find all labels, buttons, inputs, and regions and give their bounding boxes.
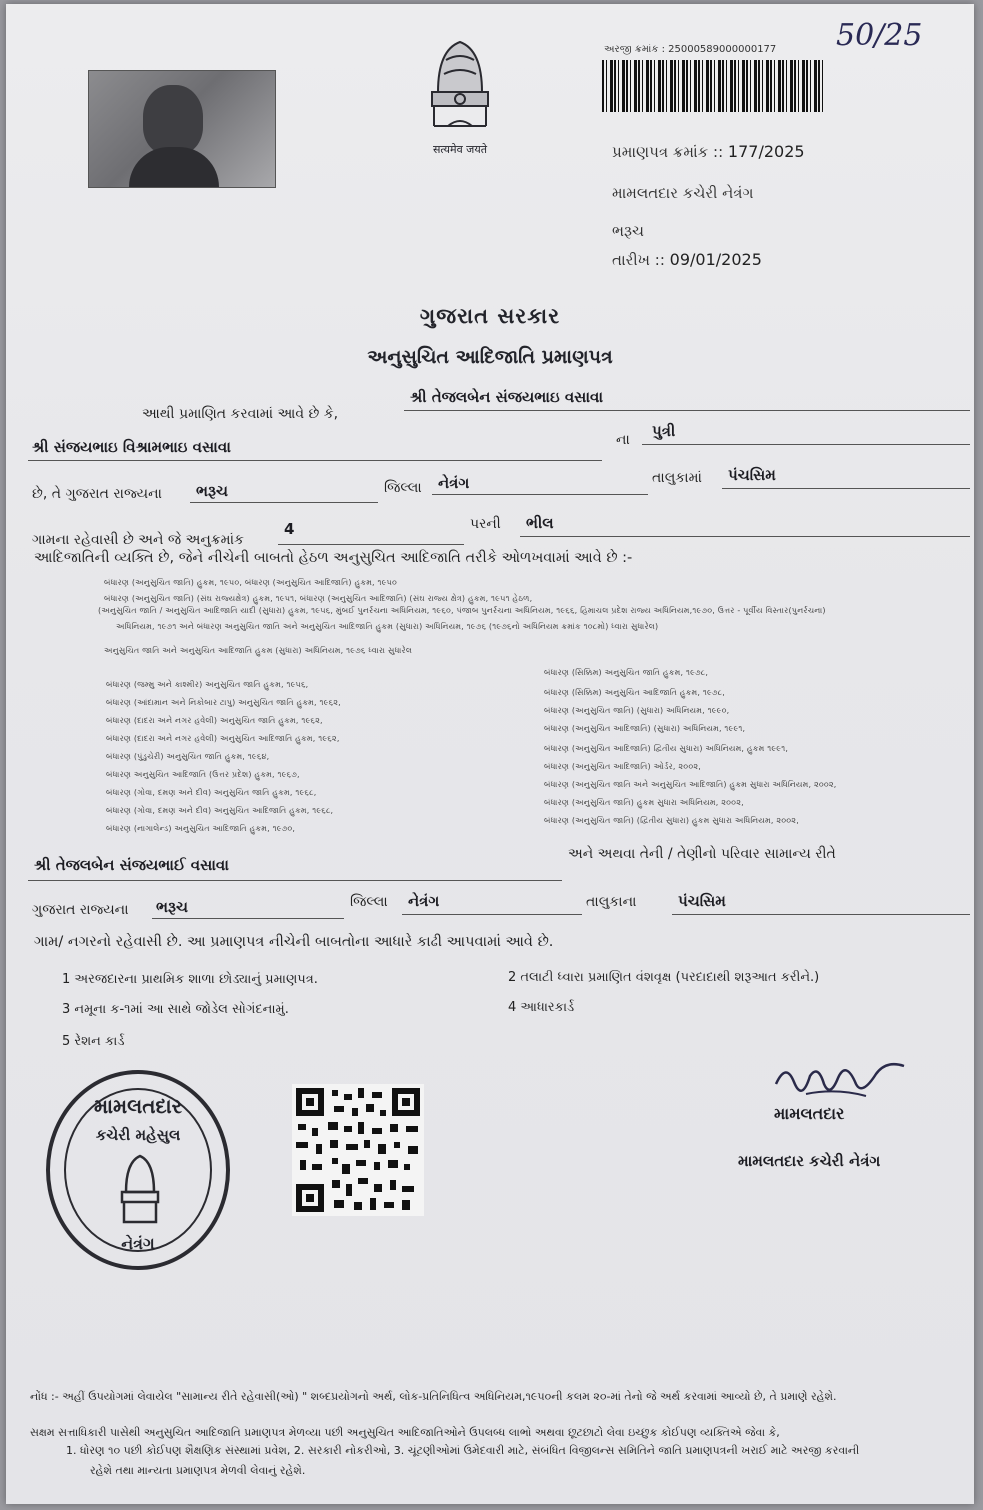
district-name: ભરૂચ: [612, 222, 644, 240]
relation-line: [642, 444, 970, 445]
father-name-line: [28, 460, 602, 461]
applicant-name: શ્રી તેજલબેન સંજયભાઇ વસાવા: [410, 388, 604, 406]
family-district-label: જિલ્લા: [350, 894, 388, 910]
qr-code: [292, 1084, 424, 1216]
father-name: શ્રી સંજયભાઇ વિશ્રામભાઇ વસાવા: [32, 438, 231, 456]
certificate-title: અનુસુચિત આદિજાતિ પ્રમાણપત્ર: [367, 346, 613, 368]
order-right-item: બંધારણ (અનુસુચિત જાતિ) (દ્વિતીય સુધારા) હુકમ સુધારા અધિનિયમ, ૨૦૦૨,: [544, 816, 799, 825]
state-district: ભરૂચ: [196, 482, 228, 500]
village-line: [722, 488, 970, 489]
caste-label: પરની: [470, 516, 501, 532]
certificate-number: 177/2025: [727, 142, 805, 161]
note-line: સક્ષમ સત્તાધિકારી પાસેથી અનુસુચિત આદિજાતિ પ્રમાણપત્ર મેળવ્યા પછી અનુસુચિત આદિજાતિઓને ઉપલબ્ધ લાભો અથવા છૂટછાટો લેવા ઇચ્છુક કોઈપણ વ્યક્તિએ જેવા કે,: [30, 1426, 780, 1439]
order-line: અનુસુચિત જાતિ અને અનુસુચિત આદિજાતિ હુકમ (સુધારા) અધિનિયમ, ૧૯૭૬ ધ્વારા સુધારેલ: [104, 646, 413, 655]
family-person-name: શ્રી તેજલબેન સંજયભાઈ વસાવા: [34, 856, 229, 874]
state-district-line: [190, 502, 378, 503]
family-taluka: નેત્રંગ: [408, 892, 440, 910]
order-right-item: બંધારણ (અનુસુચિત આદિજાતિ) (સુધારા) અધિનિયમ, ૧૯૯૧,: [544, 724, 746, 733]
government-title: ગુજરાત સરકાર: [419, 304, 561, 328]
note-line: રહેશે તથા માન્યતા પ્રમાણપત્ર મેળવી લેવાનું રહેશે.: [90, 1464, 306, 1477]
basis-sentence: ગામ/ નગરનો રહેવાસી છે. આ પ્રમાણપત્ર નીચેની બાબતોના આધારે કાઢી આપવામાં આવે છે.: [34, 934, 554, 950]
applicant-name-line: [404, 410, 970, 411]
order-line: (અનુસુચિત જાતિ / અનુસુચિત આદિજાતિ યાદી (સુધારા) હુકમ, ૧૯૫૬, મુંબઈ પુનર્રચના અધિનિયમ, ૧૯૬૦, પંજાબ પુનર્રચના અધિનિયમ, ૧૯૬૬, હિમાચલ પ્રદેશ રાજ્ય અધિનિયમ,૧૯૭૦, ઉત્તર - પૂર્વીય વિસ્તાર(પુનર્રચના): [98, 606, 826, 615]
officer-office: મામલતદાર કચેરી નેત્રંગ: [738, 1152, 881, 1170]
seal-emblem-icon: [116, 1152, 164, 1228]
district-label: જિલ્લા: [384, 480, 422, 496]
national-emblem: [418, 30, 502, 158]
serial-number-line: [278, 544, 464, 545]
barcode: [602, 60, 824, 112]
document-item: 2 તલાટી ધ્વારા પ્રમાણિત વંશવૃક્ષ (પરદાદાથી શરૂઆત કરીને.): [508, 970, 820, 985]
caste-name: ભીલ: [526, 514, 554, 532]
taluka-line: [432, 494, 648, 495]
photo-body: [129, 147, 219, 187]
family-taluka-line: [402, 914, 582, 915]
order-line: બંધારણ (અનુસુચિત જાતિ) (સંઘ રાજ્યક્ષેત્ર) હુકમ, ૧૯૫૧, બંધારણ (અનુસુચિત આદિજાતિ) (સંઘ રાજ્ય ક્ષેત્ર) હુકમ, ૧૯૫૧ હેઠળ,: [104, 594, 533, 603]
certificate-number-label: પ્રમાણપત્ર ક્રમાંક ::: [612, 143, 724, 161]
qr-code-icon: [292, 1084, 424, 1216]
certificate-sheet: [6, 4, 974, 1504]
family-state-label: ગુજરાત રાજ્યના: [32, 902, 129, 918]
order-right-item: બંધારણ (અનુસુચિત આદિજાતિ) ઓર્ડર, ૨૦૦૨,: [544, 762, 701, 771]
family-taluka-label: તાલુકાના: [586, 894, 637, 910]
order-right-item: બંધારણ (સિક્કિમ) અનુસુચિત જાતિ હુકમ, ૧૯૭૮,: [544, 668, 709, 677]
office-name: મામલતદાર કચેરી નેત્રંગ: [612, 184, 754, 202]
village-name: પંચસિમ: [728, 466, 776, 484]
application-number-label: અરજી ક્રમાંક :: [604, 44, 665, 55]
document-item: 3 નમૂના ક-૧માં આ સાથે જોડેલ સોગંદનામું.: [62, 1002, 289, 1017]
emblem-caption: सत्यमेव जयते: [432, 143, 487, 156]
order-left-item: બંધારણ (જમ્મુ અને કાશ્મીર) અનુસુચિત જાતિ હુકમ, ૧૯૫૬,: [106, 680, 309, 689]
note-line: નોંધ :- અહીં ઉપયોગમાં લેવાયેલ "સામાન્ય રીતે રહેવાસી(ઓ) " શબ્દપ્રયોગનો અર્થ, લોક-પ્રતિનિધિત્વ અધિનિયમ,૧૯૫૦ની કલમ ૨૦-માં તેનો જે અર્થ કરવામાં આવ્યો છે, તે પ્રમાણે રહેશે.: [30, 1390, 837, 1403]
order-left-item: બંધારણ અનુસુચિત આદિજાતિ (ઉત્તર પ્રદેશ) હુકમ, ૧૯૬૭,: [106, 770, 300, 779]
order-line: અધિનિયમ, ૧૯૭૧ અને બંધારણ અનુસુચિત જાતિ અને અનુસુચિત આદિજાતિ હુકમ (સુધારા) અધિનિયમ, ૧૯૭૬ (૧૯૭૬નો અધિનિયમ ક્રમાંક ૧૦૮મો) ધ્વારા સુધારેલ): [116, 622, 659, 631]
officer-signature: [766, 1054, 916, 1106]
officer-designation: મામલતદાર: [774, 1104, 845, 1123]
document-item: 5 રેશન કાર્ડ: [62, 1034, 125, 1049]
office-seal: [46, 1070, 230, 1270]
note-line: 1. ધોરણ ૧૦ પછી કોઈપણ શૈક્ષણિક સંસ્થામાં પ્રવેશ, 2. સરકારી નોકરીઓ, 3. ચૂંટણીઓમાં ઉમેદવારી માટે, સંબંધિત વિજીલન્સ સમિતિને જાતિ પ્રમાણપત્રની ખરાઈ માટે અરજી કરવાની: [66, 1444, 860, 1457]
taluka-name: નેત્રંગ: [438, 474, 470, 492]
document-item: 1 અરજદારના પ્રાથમિક શાળા છોડ્યાનું પ્રમાણપત્ર.: [62, 972, 318, 987]
lion-capital-icon: [418, 30, 502, 140]
seal-text-bottom: નેત્રંગ: [121, 1234, 155, 1253]
serial-number: 4: [284, 520, 295, 538]
handwritten-reference: 50/25: [836, 18, 923, 53]
relation: પુત્રી: [652, 422, 676, 440]
order-left-item: બંધારણ (પુંડુચેરી) અનુસુચિત જાતિ હુકમ, ૧૯૬૪,: [106, 752, 270, 761]
application-number: [604, 44, 776, 55]
family-sentence: અને અથવા તેની / તેણીનો પરિવાર સામાન્ય રીતે: [568, 846, 836, 862]
family-village-line: [672, 914, 970, 915]
order-left-item: બંધારણ (આંદામાન અને નિકોબાર ટાપુ) અનુસુચિત જાતિ હુકમ, ૧૯૬૨,: [106, 698, 341, 707]
order-right-item: બંધારણ (અનુસુચિત જાતિ અને અનુસુચિત આદિજાતિ) હુકમ સુધારા અધિનિયમ, ૨૦૦૨,: [544, 780, 837, 789]
application-number-value: 25000589000000177: [668, 44, 777, 55]
date-row: [612, 250, 762, 269]
order-left-item: બંધારણ (નાગાલેન્ડ) અનુસુચિત આદિજાતિ હુકમ, ૧૯૭૦,: [106, 824, 296, 833]
applicant-photo: [88, 70, 276, 188]
order-left-item: બંધારણ (ગોવા, દમણ અને દીવ) અનુસુચિત જાતિ હુકમ, ૧૯૬૮,: [106, 788, 317, 797]
tribe-sentence: આદિજાતિની વ્યક્તિ છે, જેને નીચેની બાબતો હેઠળ અનુસુચિત આદિજાતિ તરીકે ઓળખવામાં આવે છે :-: [34, 550, 633, 566]
family-district-line: [152, 918, 344, 919]
family-district: ભરૂચ: [156, 898, 188, 916]
order-left-item: બંધારણ (દાદરા અને નગર હવેલી) અનુસુચિત જાતિ હુકમ, ૧૯૬૨,: [106, 716, 323, 725]
photo-face: [143, 85, 203, 155]
seal-text-top: મામલતદાર: [94, 1094, 182, 1118]
state-label: છે, તે ગુજરાત રાજ્યના: [32, 486, 162, 502]
order-right-item: બંધારણ (અનુસુચિત આદિજાતિ) દ્વિતીય સુધારા) અધિનિયમ, હુકમ ૧૯૯૧,: [544, 744, 789, 753]
seal-text-middle: કચેરી મહેસુલ: [95, 1126, 181, 1144]
order-left-item: બંધારણ (ગોવા, દમણ અને દીવ) અનુસુચિત આદિજાતિ હુકમ, ૧૯૬૮,: [106, 806, 334, 815]
order-right-item: બંધારણ (અનુસુચિત જાતિ) (સુધારા) અધિનિયમ, ૧૯૯૦,: [544, 706, 730, 715]
order-right-item: બંધારણ (અનુસુચિત જાતિ) હુકમ સુધારા અધિનિયમ, ૨૦૦૨,: [544, 798, 744, 807]
caste-line: [520, 536, 970, 537]
taluka-label: તાલુકામાં: [652, 470, 702, 486]
resident-label: ગામના રહેવાસી છે અને જે અનુક્રમાંક: [32, 532, 244, 548]
family-village: પંચસિમ: [678, 892, 726, 910]
order-line: બંધારણ (અનુસુચિત જાતિ) હુકમ, ૧૯૫૦, બંધારણ (અનુસુચિત આદિજાતિ) હુકમ, ૧૯૫૦: [104, 578, 398, 587]
issue-date: 09/01/2025: [669, 250, 762, 269]
date-label: તારીખ ::: [612, 251, 665, 269]
family-name-line: [28, 880, 562, 881]
order-left-item: બંધારણ (દાદરા અને નગર હવેલી) અનુસુચિત આદિજાતિ હુકમ, ૧૯૬૨,: [106, 734, 340, 743]
order-right-item: બંધારણ (સિક્કિમ) અનુસુચિત આદિજાતિ હુકમ, ૧૯૭૮,: [544, 688, 725, 697]
of-label: ના: [616, 432, 630, 448]
certify-label: આથી પ્રમાણિત કરવામાં આવે છે કે,: [142, 406, 339, 422]
document-item: 4 આધારકાર્ડ: [508, 1000, 575, 1015]
certificate-number-row: [612, 142, 805, 161]
